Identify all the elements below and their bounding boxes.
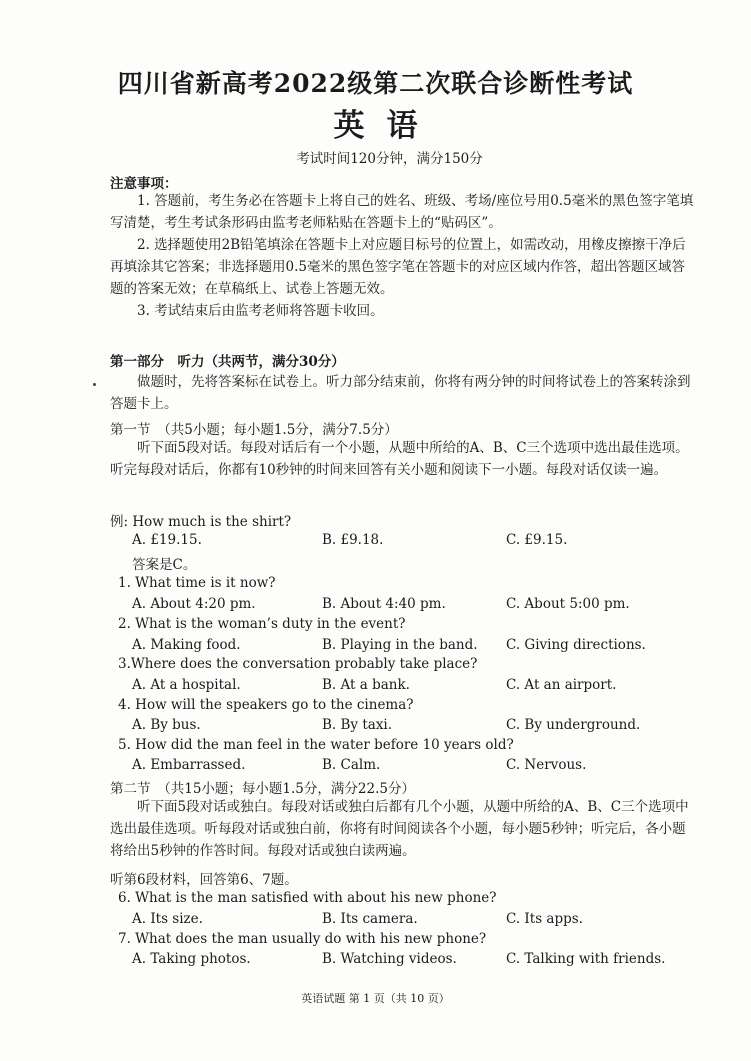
q1-option-b: B. About 4:40 pm. [322, 596, 446, 612]
part1-heading: 第一部分 听力（共两节，满分30分） [110, 354, 345, 370]
question-6: 6. What is the man satisfied with about his new phone? [118, 890, 497, 906]
q2-option-c: C. Giving directions. [506, 637, 646, 653]
question-2: 2. What is the woman’s duty in the event? [118, 616, 406, 632]
q7-option-a: A. Taking photos. [132, 951, 251, 967]
notice-item-3: 3. 考试结束后由监考老师将答题卡收回。 [137, 303, 384, 319]
section1-intro: 听下面5段对话。每段对话后有一个小题，从题中所给的A、B、C三个选项中选出最佳选项。听完每段对话后，你都有10秒钟的时间来回答有关小题和阅读下一小题。每段对话仅读一遍。 [110, 440, 689, 478]
example-question: 例: How much is the shirt? [110, 514, 292, 530]
q1-option-a: A. About 4:20 pm. [132, 596, 256, 612]
question-4: 4. How will the speakers go to the cinema? [118, 697, 414, 713]
q6-option-c: C. Its apps. [506, 911, 583, 927]
subject-title: 英语 [333, 108, 440, 144]
q1-option-c: C. About 5:00 pm. [506, 596, 630, 612]
notice-item-2: 2. 选择题使用2B铅笔填涂在答题卡上对应题目标号的位置上，如需改动，用橡皮擦擦干净后再填涂其它答案；非选择题用0.5毫米的黑色签字笔在答题卡的对应区域内作答，超出答题区域答题的答案无效；在草稿纸上、试卷上答题无效。 [110, 237, 686, 297]
page-footer: 英语试题 第 1 页（共 10 页） [301, 992, 450, 1005]
q3-option-a: A. At a hospital. [132, 677, 241, 693]
section2-intro: 听下面5段对话或独白。每段对话或独白后都有几个小题，从题中所给的A、B、C三个选项中选出最佳选项。听每段对话或独白前，你将有时间阅读各个小题，每小题5秒钟；听完后，各小题将给出5秒钟的作答时间。每段对话或独白读两遍。 [110, 799, 689, 859]
q5-option-b: B. Calm. [322, 757, 381, 773]
section2-heading: 第二节 （共15小题；每小题1.5分，满分22.5分） [110, 781, 415, 797]
material-6-instruction: 听第6段材料，回答第6、7题。 [110, 872, 298, 888]
q4-option-c: C. By underground. [506, 717, 641, 733]
question-3: 3.Where does the conversation probably take place? [118, 656, 478, 672]
q6-option-a: A. Its size. [132, 911, 203, 927]
q2-option-a: A. Making food. [132, 637, 241, 653]
q3-option-c: C. At an airport. [506, 677, 617, 693]
question-7: 7. What does the man usually do with his new phone? [118, 931, 487, 947]
q4-option-a: A. By bus. [132, 717, 201, 733]
q3-option-b: B. At a bank. [322, 677, 410, 693]
q5-option-c: C. Nervous. [506, 757, 587, 773]
scan-dot [93, 383, 96, 386]
part1-intro: 做题时，先将答案标在试卷上。听力部分结束前，你将有两分钟的时间将试卷上的答案转涂到答题卡上。 [110, 374, 691, 412]
q7-option-c: C. Talking with friends. [506, 951, 666, 967]
q5-option-a: A. Embarrassed. [132, 757, 246, 773]
section1-heading: 第一节 （共5小题；每小题1.5分，满分7.5分） [110, 422, 398, 438]
q6-option-b: B. Its camera. [322, 911, 418, 927]
example-option-a: A. £19.15. [132, 532, 202, 548]
example-option-b: B. £9.18. [322, 532, 384, 548]
exam-title: 四川省新高考2022级第二次联合诊断性考试 [117, 69, 634, 98]
exam-time-info: 考试时间120分钟，满分150分 [296, 151, 483, 167]
question-5: 5. How did the man feel in the water before 10 years old? [118, 737, 514, 753]
q2-option-b: B. Playing in the band. [322, 637, 478, 653]
example-option-c: C. £9.15. [506, 532, 568, 548]
notice-item-1: 1. 答题前，考生务必在答题卡上将自己的姓名、班级、考场/座位号用0.5毫米的黑色签字笔填写清楚，考生考试条形码由监考老师粘贴在答题卡上的“贴码区”。 [110, 193, 694, 231]
question-1: 1. What time is it now? [118, 575, 276, 591]
notice-heading: 注意事项： [110, 176, 178, 192]
example-answer: 答案是C。 [132, 557, 197, 573]
q4-option-b: B. By taxi. [322, 717, 393, 733]
q7-option-b: B. Watching videos. [322, 951, 457, 967]
